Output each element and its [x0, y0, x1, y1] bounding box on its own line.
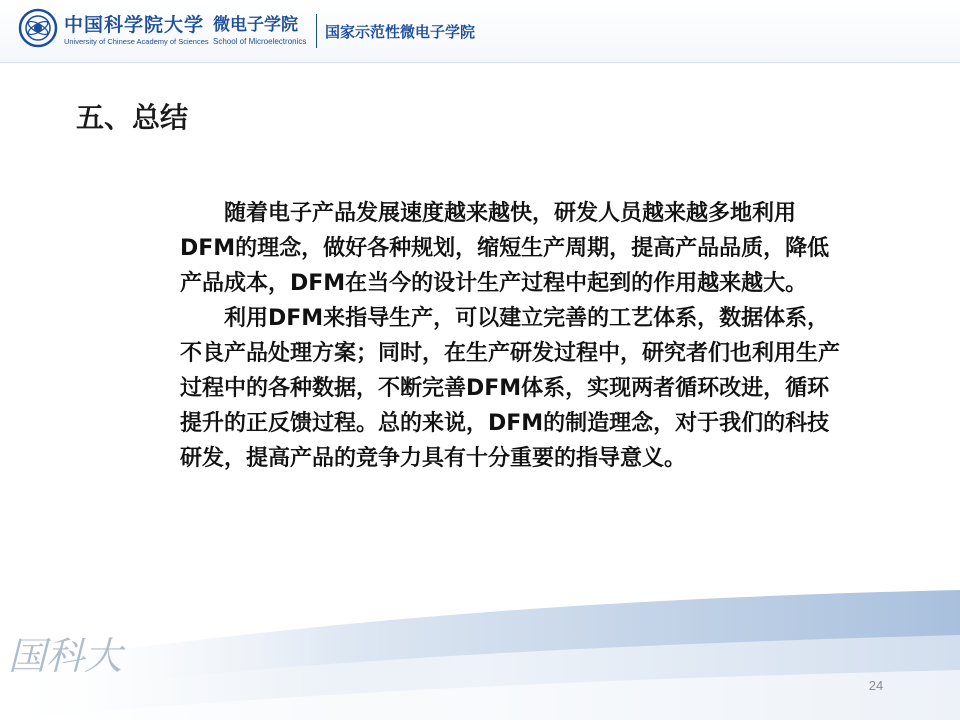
school-name-en: School of Microelectronics [213, 37, 307, 46]
slide-header [0, 0, 960, 63]
decorative-bottom-wave [0, 560, 960, 720]
school-name-cn: 微电子学院 [213, 15, 298, 35]
university-name-cn: 中国科学院大学 [64, 14, 205, 36]
section-title: 五、总结 [76, 101, 189, 134]
summary-paragraph: 利用DFM来指导生产，可以建立完善的工艺体系，数据体系，不良产品处理方案；同时，在生产研发过程中，研究者们也利用生产过程中的各种数据，不断完善DFM体系，实现两者循环改进，循环提升的正反馈过程。总的来说，DFM的制造理念，对于我们的科技研发，提高产品的竞争力具有十分重要的指导意义。 [180, 306, 841, 471]
header-tagline: 国家示范性微电子学院 [325, 23, 476, 41]
summary-paragraph: 随着电子产品发展速度越来越快，研发人员越来越多地利用DFM的理念，做好各种规划，缩短生产周期，提高产品品质，降低产品成本，DFM在当今的设计生产过程中起到的作用越来越大。 [180, 201, 830, 296]
header-divider [316, 14, 317, 48]
university-name-en: University of Chinese Academy of Sciences [64, 37, 209, 46]
summary-body [180, 196, 850, 476]
watermark-calligraphy: 国科大 [8, 634, 123, 678]
university-emblem-icon [18, 8, 58, 48]
page-number: 24 [868, 678, 884, 693]
